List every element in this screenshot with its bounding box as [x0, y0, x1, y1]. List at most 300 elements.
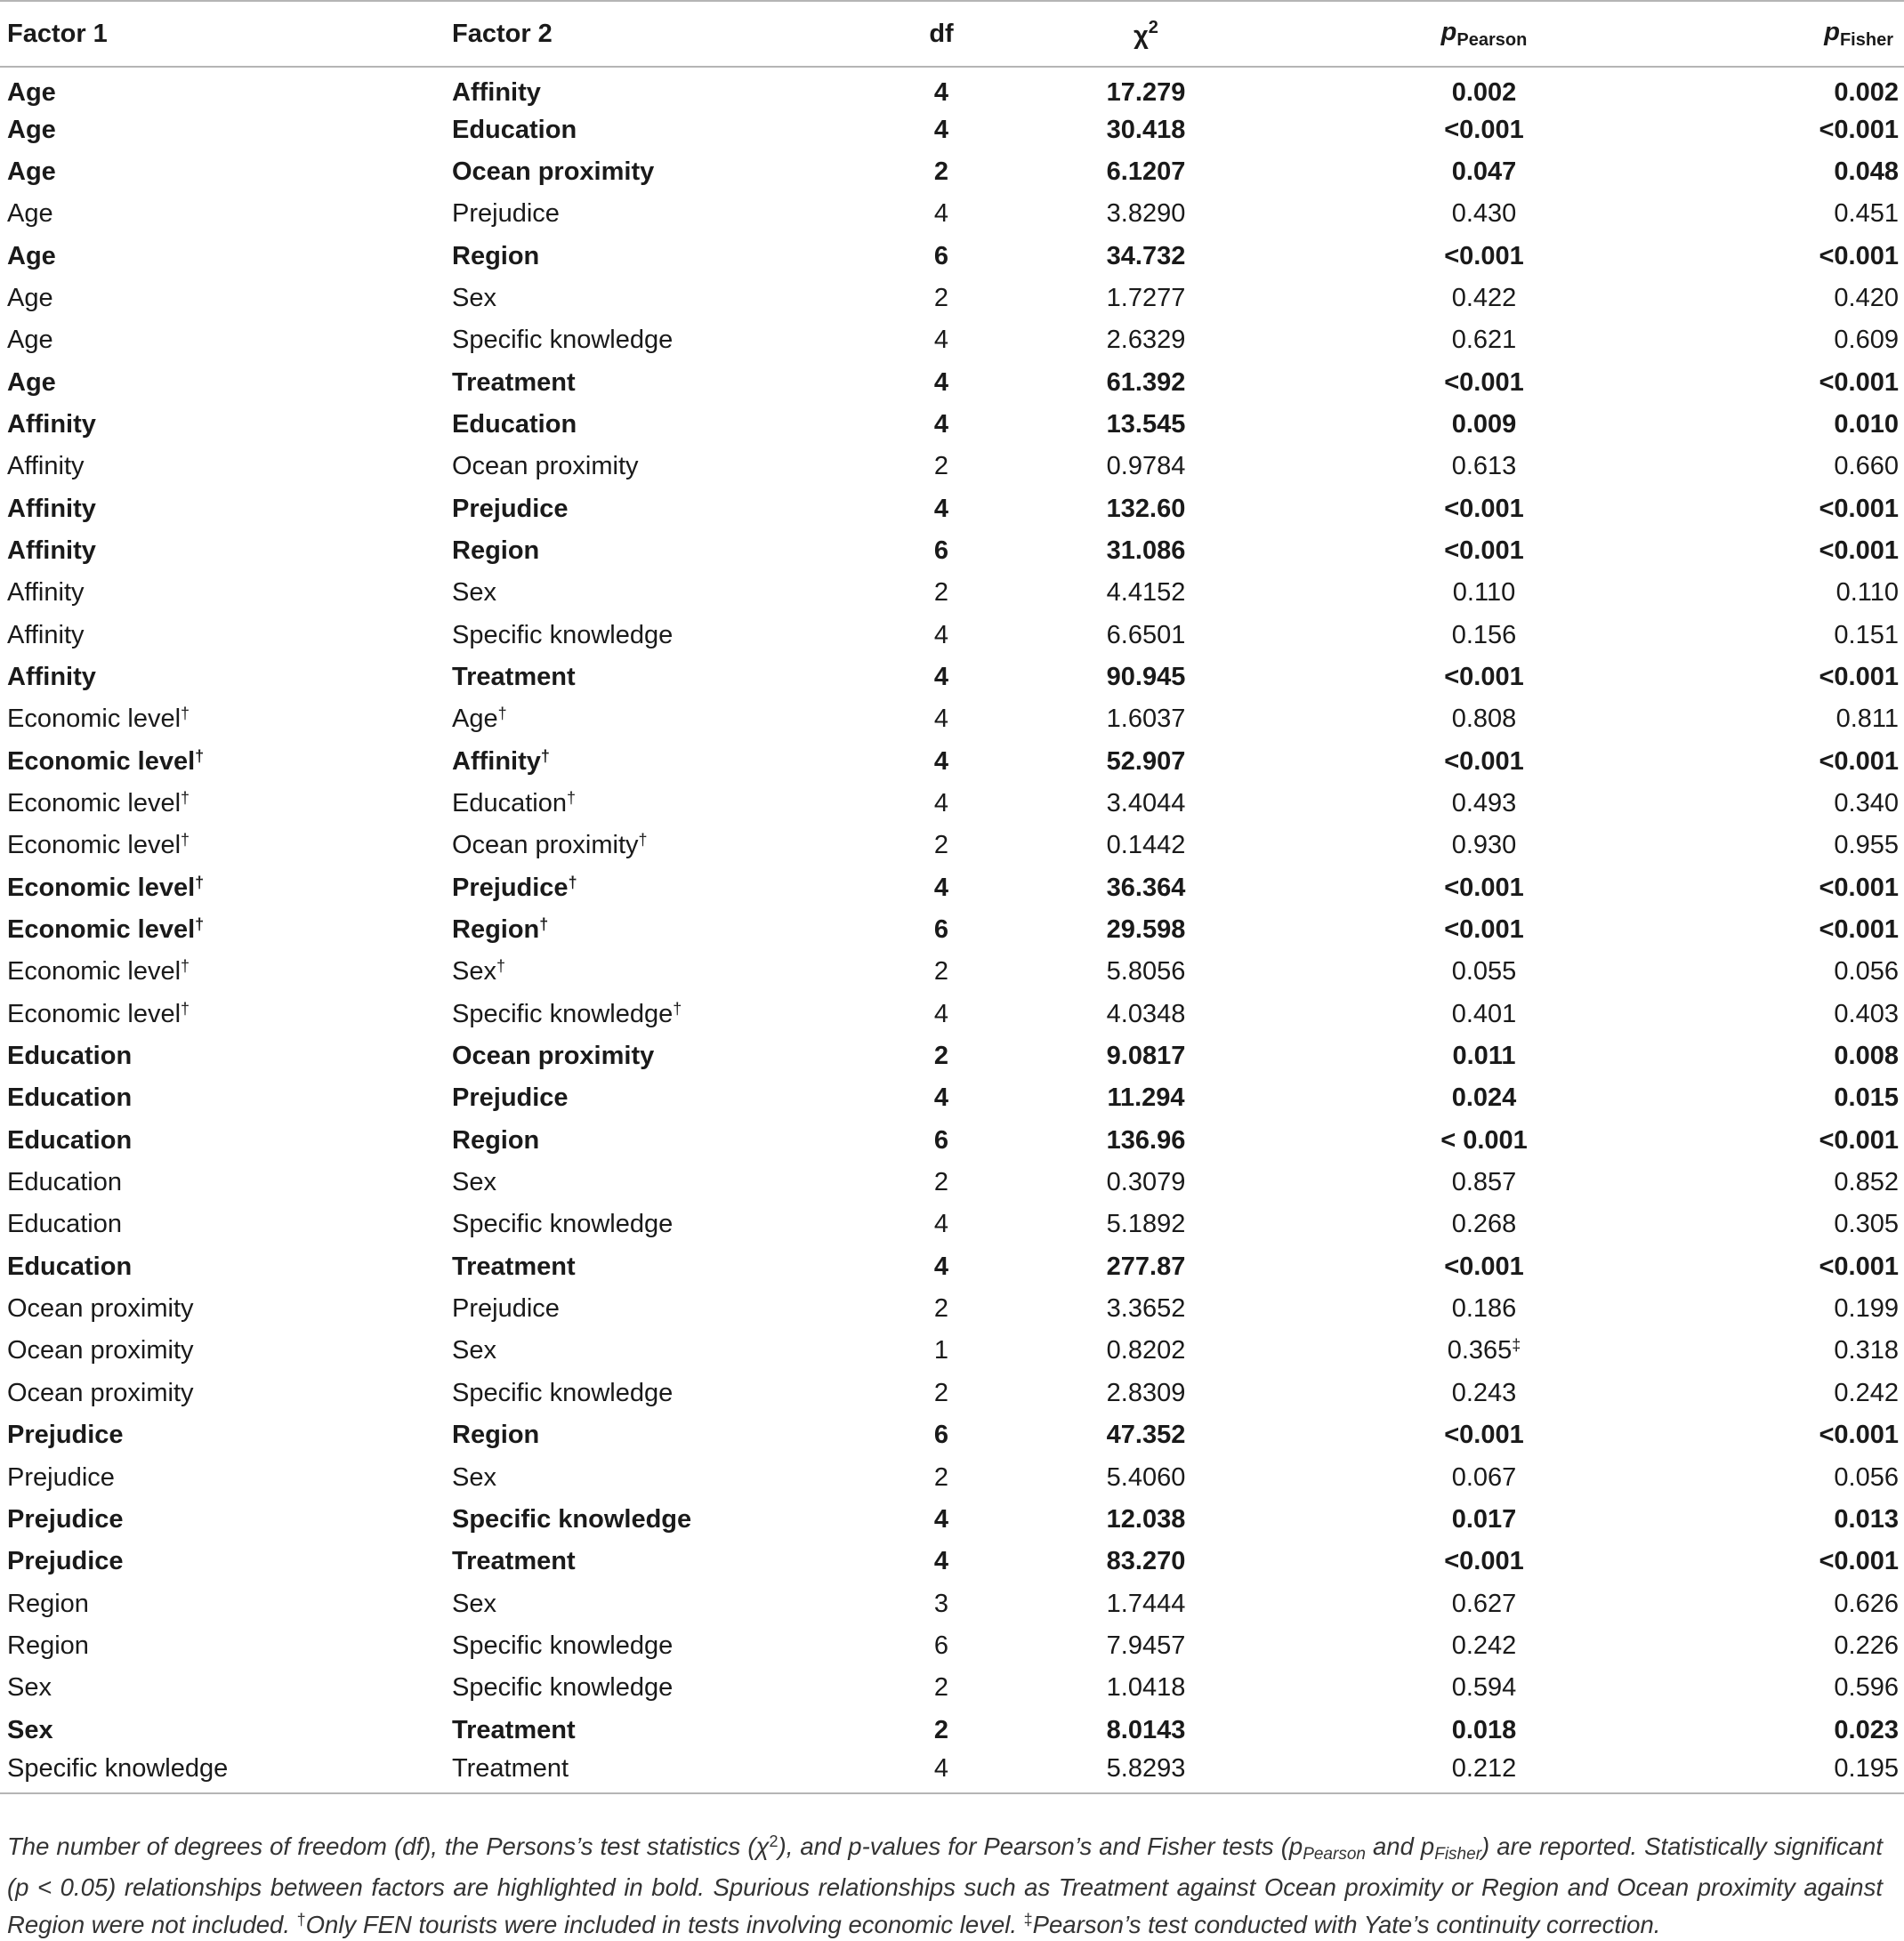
cell-p-pearson	[1324, 614, 1644, 656]
cell-p-fisher	[1644, 319, 1904, 361]
cell-factor1-value: Economic level	[7, 789, 182, 818]
cell-chi2-value: 5.1892	[1106, 1210, 1186, 1239]
cell-p-pearson	[1324, 1035, 1644, 1077]
cell-p-fisher	[1644, 361, 1904, 403]
table-row	[0, 698, 1904, 740]
cell-p-fisher	[1644, 1373, 1904, 1414]
cell-p-pearson-value: 0.024	[1451, 1083, 1517, 1113]
cell-factor2-value: Specific knowledge	[452, 620, 674, 649]
table-row	[0, 1752, 1904, 1793]
cell-chi2	[968, 1541, 1324, 1583]
cell-p-pearson	[1324, 1625, 1644, 1667]
cell-p-pearson-value: 0.067	[1451, 1462, 1517, 1492]
table-row	[0, 994, 1904, 1035]
footnote-fisher-subscript: Fisher	[1434, 1845, 1482, 1864]
footnote-double-dagger: ‡	[1023, 1911, 1033, 1929]
cell-factor1-footnote-mark: †	[195, 873, 205, 891]
cell-chi2-value: 1.7277	[1106, 283, 1186, 312]
cell-p-pearson	[1324, 319, 1644, 361]
cell-chi2	[968, 1288, 1324, 1330]
cell-factor1	[0, 1288, 452, 1330]
cell-p-fisher-value: 0.340	[1834, 789, 1899, 818]
cell-factor1	[0, 1583, 452, 1624]
cell-p-pearson-value: <0.001	[1444, 746, 1524, 776]
cell-chi2	[968, 1709, 1324, 1751]
header-chi2	[968, 1, 1324, 67]
cell-factor1-value: Affinity	[7, 494, 96, 523]
cell-p-fisher	[1644, 741, 1904, 783]
cell-factor2	[452, 278, 915, 319]
cell-factor1-value: Age	[7, 241, 56, 270]
cell-p-pearson-value: 0.186	[1451, 1294, 1517, 1324]
cell-df	[915, 1204, 968, 1245]
cell-p-fisher-value: <0.001	[1819, 536, 1899, 565]
cell-p-pearson-value: 0.047	[1451, 157, 1517, 186]
cell-df	[915, 994, 968, 1035]
p-letter: p	[1824, 17, 1840, 46]
cell-p-fisher-value: 0.048	[1834, 157, 1899, 186]
cell-factor2-value: Sex	[452, 1462, 496, 1492]
cell-p-fisher	[1644, 446, 1904, 487]
cell-factor2	[452, 951, 915, 993]
cell-factor2-value: Specific knowledge	[452, 1210, 674, 1239]
cell-factor2-value: Sex	[452, 578, 496, 608]
cell-p-pearson	[1324, 446, 1644, 487]
cell-factor1	[0, 698, 452, 740]
cell-factor1-value: Age	[7, 367, 56, 397]
cell-df-value: 4	[933, 705, 949, 734]
table-row	[0, 951, 1904, 993]
cell-df-value: 4	[933, 1252, 949, 1281]
cell-factor1	[0, 319, 452, 361]
cell-factor2	[452, 1035, 915, 1077]
cell-df	[915, 1414, 968, 1456]
footnote-text: and p	[1365, 1832, 1435, 1860]
cell-factor2	[452, 825, 915, 866]
cell-df-value: 2	[933, 831, 949, 860]
cell-p-pearson	[1324, 1373, 1644, 1414]
cell-chi2-value: 136.96	[1106, 1125, 1186, 1155]
cell-factor2-value: Specific knowledge	[452, 999, 674, 1028]
cell-p-fisher-value: <0.001	[1819, 241, 1899, 270]
cell-factor1	[0, 656, 452, 698]
cell-factor1	[0, 614, 452, 656]
cell-p-fisher	[1644, 1035, 1904, 1077]
cell-factor1-value: Education	[7, 1125, 133, 1155]
cell-chi2-value: 61.392	[1106, 367, 1186, 397]
cell-p-fisher-value: <0.001	[1819, 367, 1899, 397]
cell-chi2	[968, 825, 1324, 866]
cell-chi2	[968, 1330, 1324, 1372]
cell-df	[915, 67, 968, 109]
cell-df-value: 2	[933, 283, 949, 312]
cell-p-fisher	[1644, 1288, 1904, 1330]
cell-chi2	[968, 572, 1324, 614]
cell-p-fisher-value: 0.955	[1834, 831, 1899, 860]
cell-df	[915, 1288, 968, 1330]
cell-chi2-value: 9.0817	[1106, 1042, 1186, 1071]
cell-factor2-value: Treatment	[452, 1547, 576, 1576]
cell-factor1	[0, 151, 452, 193]
cell-factor1-value: Age	[7, 77, 56, 107]
cell-factor1-value: Affinity	[7, 578, 85, 608]
cell-factor1	[0, 446, 452, 487]
cell-factor2	[452, 867, 915, 909]
cell-p-pearson	[1324, 572, 1644, 614]
cell-factor1-value: Ocean proximity	[7, 1294, 194, 1324]
cell-p-pearson-value: 0.017	[1451, 1504, 1517, 1534]
cell-p-fisher	[1644, 67, 1904, 109]
cell-p-pearson-value: 0.493	[1451, 789, 1517, 818]
cell-factor1-value: Education	[7, 1042, 133, 1071]
cell-p-fisher	[1644, 1625, 1904, 1667]
cell-factor2	[452, 235, 915, 277]
table-footnote	[7, 1825, 1883, 1941]
cell-df-value: 4	[933, 199, 949, 229]
cell-chi2	[968, 698, 1324, 740]
cell-df-value: 4	[933, 1754, 949, 1784]
cell-factor2-value: Education	[452, 409, 577, 439]
cell-df-value: 4	[933, 873, 949, 902]
cell-p-fisher	[1644, 614, 1904, 656]
cell-p-fisher	[1644, 656, 1904, 698]
cell-p-pearson-value: 0.627	[1451, 1589, 1517, 1618]
cell-chi2-value: 47.352	[1106, 1421, 1186, 1450]
cell-p-fisher-value: <0.001	[1819, 662, 1899, 691]
cell-df	[915, 1077, 968, 1119]
cell-df-value: 4	[933, 1083, 949, 1113]
cell-chi2	[968, 530, 1324, 572]
cell-p-pearson	[1324, 278, 1644, 319]
cell-factor2	[452, 1752, 915, 1793]
cell-chi2-value: 1.0418	[1106, 1673, 1186, 1703]
table-row	[0, 1541, 1904, 1583]
cell-chi2	[968, 867, 1324, 909]
cell-p-fisher-value: 0.056	[1834, 1462, 1899, 1492]
cell-df	[915, 909, 968, 951]
cell-factor1	[0, 404, 452, 446]
cell-df	[915, 1583, 968, 1624]
cell-p-pearson-value: 0.242	[1451, 1631, 1517, 1660]
cell-p-pearson-value: <0.001	[1444, 367, 1524, 397]
cell-p-fisher	[1644, 530, 1904, 572]
cell-factor1-value: Sex	[7, 1673, 52, 1703]
cell-p-pearson-value: 0.268	[1451, 1210, 1517, 1239]
cell-df-value: 4	[933, 77, 949, 107]
cell-factor2-value: Prejudice	[452, 873, 569, 902]
cell-p-fisher-value: 0.226	[1834, 1631, 1899, 1660]
cell-p-fisher	[1644, 1456, 1904, 1498]
cell-factor1-value: Affinity	[7, 452, 85, 481]
header-p-fisher	[1644, 1, 1904, 67]
cell-chi2-value: 36.364	[1106, 873, 1186, 902]
cell-factor1	[0, 278, 452, 319]
cell-chi2	[968, 741, 1324, 783]
cell-chi2	[968, 951, 1324, 993]
cell-df-value: 4	[933, 746, 949, 776]
cell-factor2-footnote-mark: †	[539, 915, 549, 934]
cell-chi2-value: 83.270	[1106, 1547, 1186, 1576]
cell-df-value: 4	[933, 1504, 949, 1534]
cell-factor1	[0, 741, 452, 783]
cell-df	[915, 1246, 968, 1288]
cell-df	[915, 951, 968, 993]
cell-factor2	[452, 1330, 915, 1372]
cell-chi2	[968, 487, 1324, 529]
cell-p-pearson-value: 0.009	[1451, 409, 1517, 439]
cell-df-value: 3	[933, 1589, 949, 1618]
cell-factor1-footnote-mark: †	[181, 705, 190, 723]
cell-p-fisher	[1644, 1499, 1904, 1541]
cell-factor2-value: Sex	[452, 1589, 496, 1618]
footnote-text: ) are reported. Statistically significant (p < 0.05) relationships between factors are highlighted in bold. Spurious relationships such as Treatment against Ocean proximity or Region and Ocean proximity against Region were not included.	[7, 1832, 1883, 1938]
cell-factor1-value: Age	[7, 199, 53, 229]
fisher-subscript: Fisher	[1839, 29, 1893, 50]
table-row	[0, 572, 1904, 614]
cell-df	[915, 741, 968, 783]
cell-p-fisher	[1644, 1667, 1904, 1709]
cell-df-value: 2	[933, 578, 949, 608]
cell-p-fisher-value: <0.001	[1819, 1125, 1899, 1155]
table-row	[0, 151, 1904, 193]
cell-chi2-value: 0.8202	[1106, 1336, 1186, 1365]
cell-df-value: 2	[933, 157, 949, 186]
cell-p-fisher-value: 0.195	[1834, 1754, 1899, 1784]
cell-factor2-footnote-mark: †	[673, 999, 682, 1018]
cell-factor2	[452, 404, 915, 446]
cell-p-pearson	[1324, 193, 1644, 235]
cell-df-value: 2	[933, 1378, 949, 1407]
cell-factor1-value: Affinity	[7, 620, 85, 649]
chi-symbol: χ	[1134, 20, 1149, 50]
cell-factor2-value: Treatment	[452, 1715, 576, 1744]
table-row	[0, 1456, 1904, 1498]
cell-factor2	[452, 909, 915, 951]
cell-factor2	[452, 572, 915, 614]
cell-p-pearson	[1324, 867, 1644, 909]
cell-factor2	[452, 1373, 915, 1414]
cell-df	[915, 825, 968, 866]
table-header-row	[0, 1, 1904, 67]
cell-p-fisher-value: <0.001	[1819, 1421, 1899, 1450]
cell-p-pearson-value: <0.001	[1444, 915, 1524, 945]
cell-p-pearson-value: < 0.001	[1440, 1125, 1528, 1155]
footnote-chi-exponent: 2	[769, 1832, 779, 1850]
cell-factor1	[0, 572, 452, 614]
cell-df	[915, 1330, 968, 1372]
cell-p-fisher-value: 0.015	[1834, 1083, 1899, 1113]
cell-factor2	[452, 783, 915, 825]
cell-df	[915, 446, 968, 487]
cell-factor1-value: Affinity	[7, 536, 96, 565]
cell-chi2-value: 132.60	[1106, 494, 1186, 523]
cell-df-value: 4	[933, 409, 949, 439]
cell-chi2-value: 90.945	[1106, 662, 1186, 691]
cell-p-fisher	[1644, 825, 1904, 866]
cell-p-pearson	[1324, 1583, 1644, 1624]
cell-p-pearson-value: 0.110	[1452, 578, 1516, 608]
cell-factor2-value: Age	[452, 705, 498, 734]
cell-chi2-value: 52.907	[1106, 746, 1186, 776]
cell-p-fisher	[1644, 109, 1904, 150]
cell-p-fisher-value: 0.420	[1834, 283, 1899, 312]
cell-factor1	[0, 1077, 452, 1119]
footnote-pearson-subscript: Pearson	[1303, 1845, 1366, 1864]
cell-p-fisher	[1644, 278, 1904, 319]
cell-factor2	[452, 1583, 915, 1624]
cell-chi2-value: 2.8309	[1106, 1378, 1186, 1407]
cell-p-pearson	[1324, 1120, 1644, 1162]
cell-chi2	[968, 1583, 1324, 1624]
cell-factor1	[0, 1330, 452, 1372]
cell-factor1-value: Affinity	[7, 409, 96, 439]
cell-df	[915, 193, 968, 235]
cell-factor1-value: Prejudice	[7, 1462, 115, 1492]
cell-chi2	[968, 109, 1324, 150]
cell-p-fisher	[1644, 867, 1904, 909]
cell-df-value: 4	[933, 662, 949, 691]
cell-p-fisher	[1644, 1246, 1904, 1288]
cell-p-pearson-value: <0.001	[1444, 873, 1524, 902]
cell-df	[915, 1162, 968, 1204]
cell-p-fisher-value: <0.001	[1819, 915, 1899, 945]
cell-p-fisher	[1644, 909, 1904, 951]
cell-chi2-value: 3.8290	[1106, 199, 1186, 229]
cell-df	[915, 530, 968, 572]
cell-p-pearson	[1324, 1246, 1644, 1288]
cell-factor1	[0, 909, 452, 951]
table-row	[0, 319, 1904, 361]
cell-df	[915, 1752, 968, 1793]
cell-p-pearson-value: 0.365	[1447, 1336, 1513, 1365]
cell-factor2-value: Prejudice	[452, 1083, 569, 1113]
cell-factor1	[0, 1752, 452, 1793]
cell-p-pearson-value: 0.401	[1451, 999, 1517, 1028]
cell-p-pearson-value: 0.857	[1451, 1168, 1517, 1197]
cell-factor2-value: Region	[452, 536, 540, 565]
cell-chi2	[968, 151, 1324, 193]
cell-factor2-value: Specific knowledge	[452, 1673, 674, 1703]
cell-factor1-value: Education	[7, 1083, 133, 1113]
table-row	[0, 530, 1904, 572]
cell-chi2	[968, 1752, 1324, 1793]
cell-df-value: 2	[933, 1294, 949, 1324]
table-row	[0, 741, 1904, 783]
cell-p-fisher	[1644, 951, 1904, 993]
footnote-text: ), and p-values for Pearson’s and Fisher tests (p	[778, 1832, 1303, 1860]
cell-p-fisher-value: 0.609	[1834, 326, 1899, 355]
cell-chi2	[968, 1077, 1324, 1119]
cell-chi2-value: 5.4060	[1106, 1462, 1186, 1492]
table-row	[0, 909, 1904, 951]
cell-p-pearson-value: <0.001	[1444, 494, 1524, 523]
cell-p-pearson	[1324, 783, 1644, 825]
cell-factor2-value: Region	[452, 1421, 540, 1450]
cell-p-fisher	[1644, 572, 1904, 614]
table-row	[0, 1288, 1904, 1330]
cell-p-fisher	[1644, 193, 1904, 235]
cell-p-pearson	[1324, 1541, 1644, 1583]
cell-df-value: 2	[933, 452, 949, 481]
table-row	[0, 1162, 1904, 1204]
cell-factor1	[0, 67, 452, 109]
cell-p-pearson-value: 0.011	[1452, 1042, 1516, 1071]
footnote-text: Pearson’s test conducted with Yate’s continuity correction.	[1032, 1911, 1661, 1938]
cell-factor1	[0, 1625, 452, 1667]
cell-factor2-value: Prejudice	[452, 494, 569, 523]
cell-p-pearson-value: 0.156	[1451, 620, 1517, 649]
cell-p-pearson	[1324, 361, 1644, 403]
cell-factor1-footnote-mark: †	[181, 831, 190, 850]
cell-p-pearson-value: <0.001	[1444, 1547, 1524, 1576]
cell-df	[915, 319, 968, 361]
cell-p-pearson	[1324, 994, 1644, 1035]
cell-chi2	[968, 404, 1324, 446]
cell-p-fisher	[1644, 994, 1904, 1035]
cell-p-fisher-value: 0.002	[1834, 77, 1899, 107]
cell-chi2-value: 1.7444	[1106, 1589, 1186, 1618]
cell-p-pearson	[1324, 1456, 1644, 1498]
cell-chi2	[968, 783, 1324, 825]
cell-p-pearson	[1324, 951, 1644, 993]
cell-factor1	[0, 1120, 452, 1162]
cell-p-fisher-value: 0.151	[1834, 620, 1899, 649]
cell-factor2-value: Ocean proximity	[452, 1042, 655, 1071]
cell-factor1-value: Prejudice	[7, 1421, 124, 1450]
cell-factor2-footnote-mark: †	[540, 746, 550, 765]
cell-df-value: 6	[933, 1125, 949, 1155]
cell-factor2-value: Region	[452, 241, 540, 270]
cell-df-value: 4	[933, 494, 949, 523]
cell-factor1	[0, 1709, 452, 1751]
cell-p-fisher-value: 0.305	[1834, 1210, 1899, 1239]
cell-factor2-value: Specific knowledge	[452, 1504, 692, 1534]
cell-p-fisher	[1644, 1583, 1904, 1624]
header-factor1: Factor 1	[0, 1, 452, 67]
cell-df-value: 4	[933, 999, 949, 1028]
cell-p-pearson	[1324, 109, 1644, 150]
cell-chi2	[968, 1204, 1324, 1245]
cell-df-value: 2	[933, 1462, 949, 1492]
cell-chi2	[968, 361, 1324, 403]
cell-p-pearson-value: 0.930	[1451, 831, 1517, 860]
cell-chi2-value: 0.3079	[1106, 1168, 1186, 1197]
cell-df-value: 1	[933, 1336, 949, 1365]
cell-p-pearson-footnote-mark: ‡	[1512, 1336, 1521, 1355]
cell-df	[915, 1625, 968, 1667]
cell-p-fisher-value: 0.023	[1834, 1715, 1899, 1744]
cell-p-fisher	[1644, 1162, 1904, 1204]
cell-factor2-value: Prejudice	[452, 199, 560, 229]
table-row	[0, 1204, 1904, 1245]
footnote-dagger: †	[296, 1911, 306, 1929]
cell-factor2-footnote-mark: †	[568, 873, 577, 891]
cell-factor1	[0, 235, 452, 277]
cell-p-pearson	[1324, 1330, 1644, 1372]
cell-df	[915, 1541, 968, 1583]
cell-chi2	[968, 614, 1324, 656]
cell-p-fisher-value: 0.010	[1834, 409, 1899, 439]
cell-factor1-value: Age	[7, 157, 56, 186]
cell-df-value: 4	[933, 115, 949, 144]
cell-factor1-footnote-mark: †	[195, 915, 205, 934]
cell-chi2-value: 12.038	[1106, 1504, 1186, 1534]
cell-chi2	[968, 1456, 1324, 1498]
cell-df	[915, 487, 968, 529]
cell-p-pearson	[1324, 1499, 1644, 1541]
cell-chi2	[968, 909, 1324, 951]
cell-chi2	[968, 1035, 1324, 1077]
